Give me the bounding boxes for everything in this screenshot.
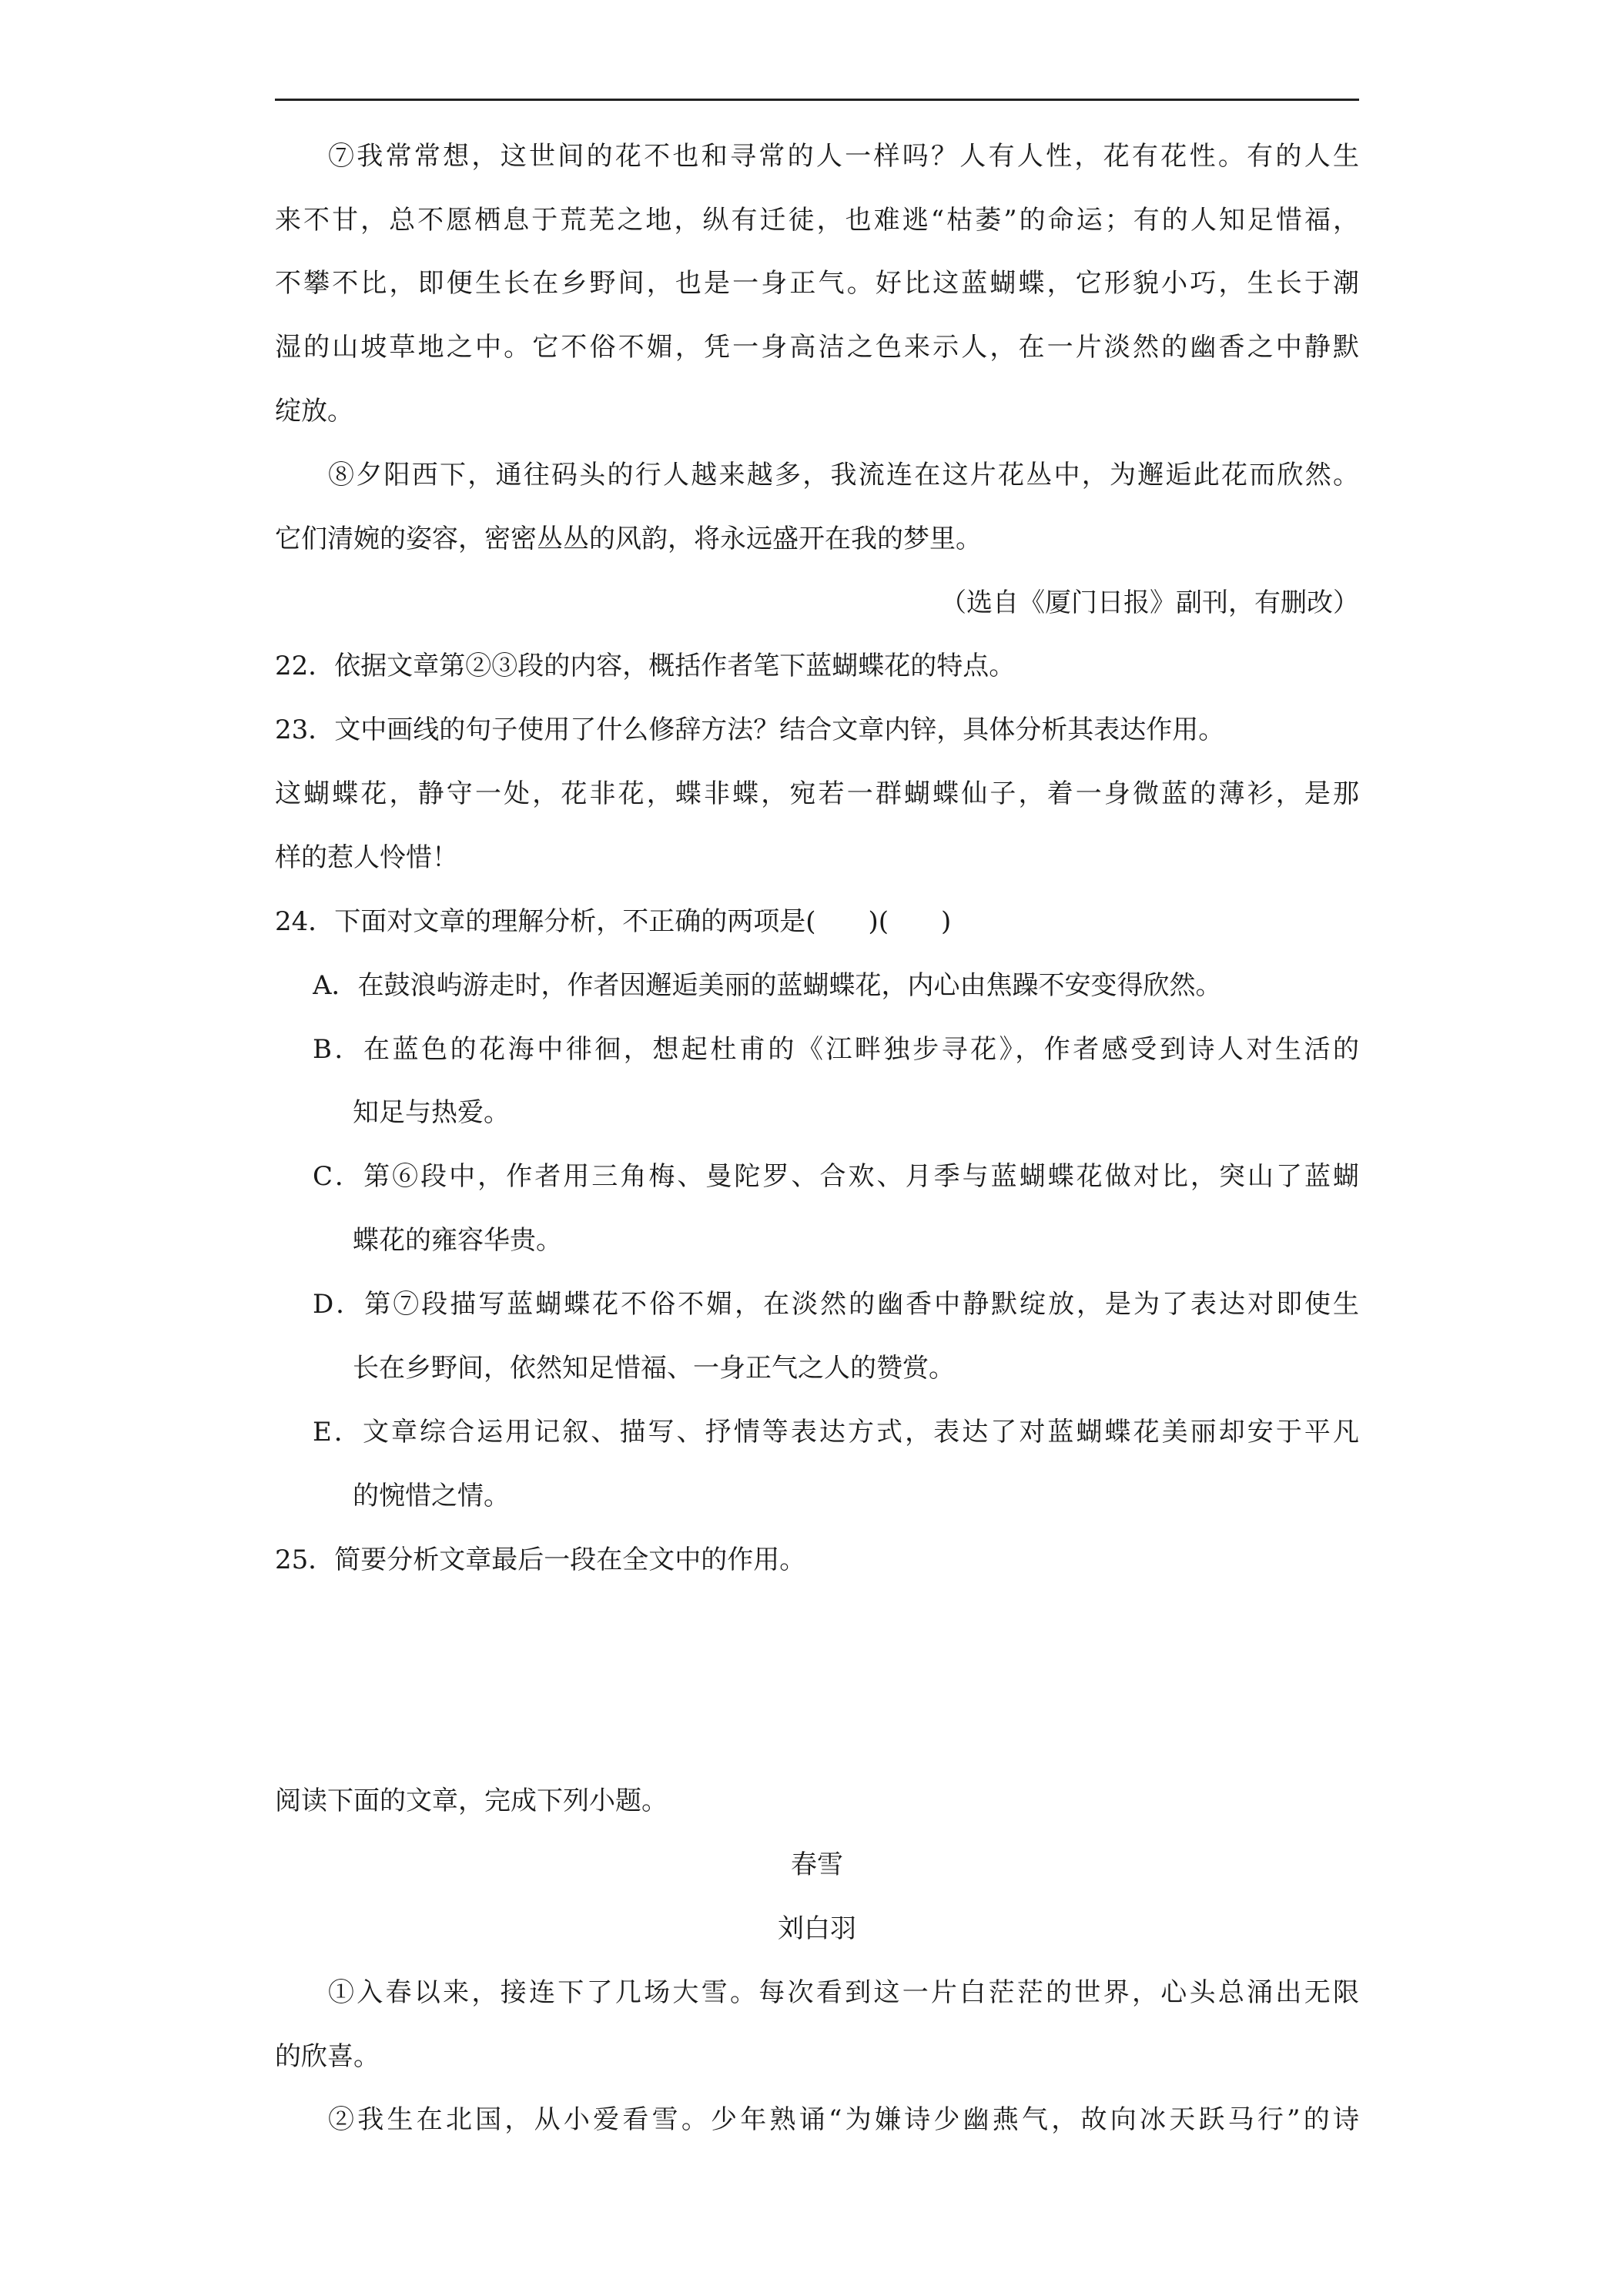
paragraph-1-line-1: ①入春以来，接连下了几场大雪。每次看到这一片白茫茫的世界，心头总涌出无限 [328,1977,1359,2008]
article-author: 刘白羽 [778,1913,856,1944]
paragraph-1-line-2: 的欣喜。 [275,2041,380,2072]
question-23: 23．文中画线的句子使用了什么修辞方法？结合文章内锌，具体分析其表达作用。 [275,715,1225,745]
paragraph-7-line-1: ⑦我常常想，这世间的花不也和寻常的人一样吗？人有人性，花有花性。有的人生 [328,141,1359,172]
option-e-line-2: 的惋惜之情。 [353,1481,510,1511]
header-rule [275,99,1359,101]
option-d-line-1: D．第⑦段描写蓝蝴蝶花不俗不媚，在淡然的幽香中静默绽放，是为了表达对即使生 [313,1289,1359,1320]
paragraph-7-line-5: 绽放。 [275,396,353,427]
paragraph-8-line-1: ⑧夕阳西下，通往码头的行人越来越多，我流连在这片花丛中，为邂逅此花而欣然。 [328,460,1359,490]
paragraph-2-line-1: ②我生在北国，从小爱看雪。少年熟诵“为嫌诗少幽燕气，故向冰天跃马行”的诗 [328,2104,1359,2135]
reading-instruction: 阅读下面的文章，完成下列小题。 [275,1786,668,1816]
paragraph-7-line-2: 来不甘，总不愿栖息于荒芜之地，纵有迁徒，也难逃“枯萎”的命运；有的人知足惜福， [275,205,1359,236]
source-citation: （选自《厦门日报》副刊，有删改） [940,587,1359,618]
paragraph-7-line-3: 不攀不比，即便生长在乡野间，也是一身正气。好比这蓝蝴蝶，它形貌小巧，生长于潮 [275,268,1359,299]
option-a: A．在鼓浪屿游走时，作者因邂逅美丽的蓝蝴蝶花，内心由焦躁不安变得欣然。 [313,970,1222,1001]
paragraph-8-line-2: 它们清婉的姿容，密密丛丛的风韵，将永远盛开在我的梦里。 [275,524,982,554]
option-d-line-2: 长在乡野间，依然知足惜福、一身正气之人的赞赏。 [353,1353,955,1384]
question-25: 25．简要分析文章最后一段在全文中的作用。 [275,1545,806,1575]
option-b-line-2: 知足与热爱。 [353,1097,510,1128]
paragraph-7-line-4: 湿的山坡草地之中。它不俗不媚，凭一身高洁之色来示人，在一片淡然的幽香之中静默 [275,332,1359,363]
option-c-line-2: 蝶花的雍容华贵。 [353,1225,562,1256]
article-title: 春雪 [791,1849,843,1880]
option-b-line-1: B．在蓝色的花海中徘徊，想起杜甫的《江畔独步寻花》，作者感受到诗人对生活的 [313,1034,1359,1065]
question-23-quote-line-2: 样的惹人怜惜！ [275,842,458,873]
option-c-line-1: C．第⑥段中，作者用三角梅、曼陀罗、合欢、月季与蓝蝴蝶花做对比，突山了蓝蝴 [313,1161,1359,1192]
option-e-line-1: E．文章综合运用记叙、描写、抒情等表达方式，表达了对蓝蝴蝶花美丽却安于平凡 [313,1417,1359,1448]
question-24: 24．下面对文章的理解分析，不正确的两项是( )( ) [275,906,952,937]
question-23-quote-line-1: 这蝴蝶花，静守一处，花非花，蝶非蝶，宛若一群蝴蝶仙子，着一身微蓝的薄衫，是那 [275,778,1359,809]
question-22: 22．依据文章第②③段的内容，概括作者笔下蓝蝴蝶花的特点。 [275,651,1016,681]
